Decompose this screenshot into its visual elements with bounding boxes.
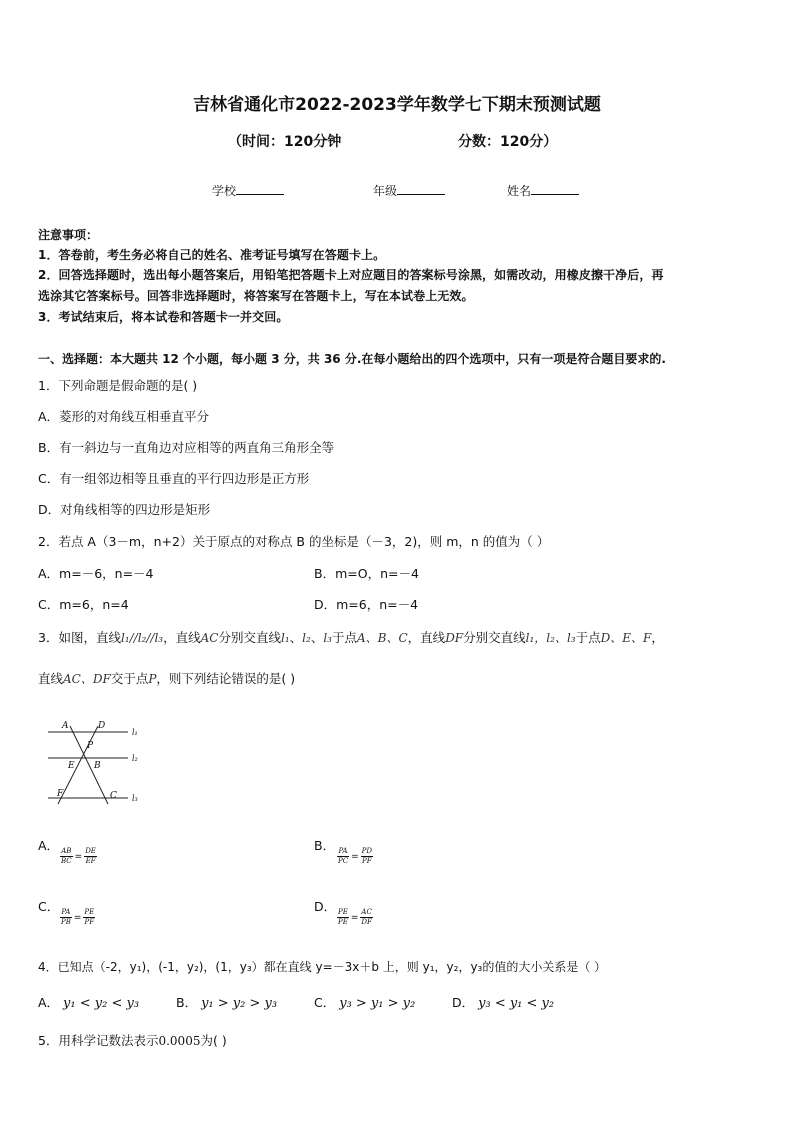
q4-option-a: A． y₁ < y₂ < y₃ bbox=[38, 995, 140, 1011]
label-b: B bbox=[94, 761, 101, 771]
line-df bbox=[58, 726, 98, 804]
q3-math: AC bbox=[200, 631, 219, 645]
q3-text: 交于点 bbox=[110, 671, 149, 686]
school-label: 学校 bbox=[212, 184, 237, 198]
q3-option-b-expr: $\frac{PA}{PC}$ = $\frac{PD}{PF}$ bbox=[338, 847, 372, 865]
name-label: 姓名 bbox=[507, 184, 532, 198]
q3-text: 分别交直线 bbox=[218, 630, 281, 645]
q3-option-c-label: C． bbox=[38, 899, 60, 914]
note-item: 2．回答选择题时，选出每小题答案后，用铅笔把答题卡上对应题目的答案标号涂黑，如需改动，用橡皮擦干净后，再 bbox=[38, 268, 664, 282]
q3-math: DF bbox=[445, 631, 464, 645]
q3-math: P bbox=[148, 672, 157, 686]
fraction: $\frac{PE}{PF}$ bbox=[84, 908, 95, 926]
q3-option-a-label: A． bbox=[38, 838, 60, 853]
q3-text: 、 bbox=[310, 630, 324, 645]
label-a: A bbox=[62, 721, 69, 731]
q3-text: 于点 bbox=[575, 630, 601, 645]
q3-math: AC、DF bbox=[63, 672, 111, 686]
q3-math: A、B、C bbox=[357, 631, 408, 645]
q3-option-d-expr: $\frac{PE}{PE}$ = $\frac{AC}{DF}$ bbox=[338, 908, 372, 926]
q3-option-a-expr: $\frac{AB}{BC}$ = $\frac{DE}{EF}$ bbox=[61, 847, 96, 865]
grade-blank bbox=[397, 183, 445, 195]
line-ac bbox=[70, 726, 108, 804]
q3-option-b-label: B． bbox=[314, 838, 336, 853]
q3-text: 直线 bbox=[38, 671, 64, 686]
q4-option-d: D． y₃ < y₁ < y₂ bbox=[452, 995, 555, 1011]
q3-math: l₃ bbox=[323, 631, 332, 645]
q3-text: ，则下列结论错误的是( ) bbox=[156, 671, 296, 686]
label-e: E bbox=[68, 761, 75, 771]
name-field bbox=[507, 182, 579, 199]
q3-stem-line2 bbox=[38, 669, 295, 687]
q3-math: l₁ bbox=[280, 631, 290, 645]
q4-stem: 4．已知点（-2，y₁)，(-1，y₂)，(1，y₃）都在直线 y=－3x＋b 上，则 y₁，y₂，y₃的值的大小关系是（ ） bbox=[38, 960, 607, 974]
q3-option-c-expr: $\frac{PA}{PB}$ = $\frac{PE}{PF}$ bbox=[61, 908, 95, 926]
label-p: P bbox=[87, 741, 94, 751]
fraction: $\frac{DE}{EF}$ bbox=[85, 847, 96, 865]
q1-option-c: C．有一组邻边相等且垂直的平行四边形是正方形 bbox=[38, 471, 310, 486]
note-item: 3．考试结束后，将本试卷和答题卡一并交回。 bbox=[38, 310, 289, 324]
q1-option-b: B．有一斜边与一直角边对应相等的两直角三角形全等 bbox=[38, 440, 335, 455]
q5-stem: 5．用科学记数法表示0.0005为( ) bbox=[38, 1033, 227, 1048]
label-c: C bbox=[110, 791, 117, 801]
label-l1: l₁ bbox=[132, 728, 138, 737]
q3-text: 分别交直线 bbox=[463, 630, 526, 645]
notes-heading: 注意事项： bbox=[38, 228, 99, 242]
note-item: 1．答卷前，考生务必将自己的姓名、准考证号填写在答题卡上。 bbox=[38, 248, 386, 262]
q3-text: ，直线 bbox=[407, 630, 446, 645]
q3-math: l₂ bbox=[302, 631, 311, 645]
fraction: $\frac{AB}{BC}$ bbox=[61, 847, 72, 865]
q4-option-b: B． y₁ > y₂ > y₃ bbox=[176, 995, 278, 1011]
q3-parallel-lines-figure bbox=[48, 712, 148, 812]
q5-number: 0.0005 bbox=[158, 1034, 201, 1048]
school-blank bbox=[236, 183, 284, 195]
label-f: F bbox=[57, 789, 64, 799]
note-item: 选涂其它答案标号。回答非选择题时，将答案写在答题卡上，写在本试卷上无效。 bbox=[38, 289, 474, 303]
q1-option-a: A．菱形的对角线互相垂直平分 bbox=[38, 409, 210, 424]
q2-option-a: A．m=－6，n=－4 bbox=[38, 566, 154, 581]
label-l3: l₃ bbox=[132, 794, 138, 803]
section-heading: 一、选择题：本大题共 12 个小题，每小题 3 分，共 36 分.在每小题给出的四个选项中，只有一项是符合题目要求的. bbox=[38, 352, 666, 366]
name-blank bbox=[531, 183, 579, 195]
grade-label: 年级 bbox=[373, 184, 398, 198]
q2-option-b: B．m=O，n=－4 bbox=[314, 566, 419, 581]
fraction: $\frac{PD}{PF}$ bbox=[361, 847, 372, 865]
q3-math: l₁，l₂、l₃ bbox=[525, 631, 576, 645]
page-title: 吉林省通化市2022-2023学年数学七下期末预测试题 bbox=[193, 95, 601, 115]
q3-text: 3．如图，直线 bbox=[38, 630, 121, 645]
q3-stem-line1 bbox=[38, 628, 664, 646]
label-l2: l₂ bbox=[132, 754, 138, 763]
fraction: $\frac{PE}{PE}$ bbox=[338, 908, 348, 926]
q2-option-d: D．m=6，n=－4 bbox=[314, 597, 419, 612]
fraction: $\frac{AC}{DF}$ bbox=[361, 908, 372, 926]
q3-text: ， bbox=[651, 630, 664, 645]
q3-text: 于点 bbox=[331, 630, 357, 645]
q1-stem: 1．下列命题是假命题的是( ) bbox=[38, 378, 198, 393]
q3-text: ，直线 bbox=[163, 630, 201, 645]
q2-stem: 2．若点 A（3－m，n+2）关于原点的对称点 B 的坐标是（－3，2)，则 m，n 的值为（ ） bbox=[38, 534, 550, 549]
q4-option-c: C． y₃ > y₁ > y₂ bbox=[314, 995, 416, 1011]
exam-time: （时间：120分钟 bbox=[228, 134, 342, 150]
q3-math: l₁//l₂//l₃ bbox=[120, 631, 164, 645]
q3-option-d-label: D． bbox=[314, 899, 337, 914]
q2-option-c: C．m=6，n=4 bbox=[38, 597, 129, 612]
q1-option-d: D．对角线相等的四边形是矩形 bbox=[38, 502, 211, 517]
fraction: $\frac{PA}{PC}$ bbox=[338, 847, 349, 865]
q3-text: 、 bbox=[289, 630, 303, 645]
school-field bbox=[212, 182, 284, 199]
q3-math: D、E、F bbox=[600, 631, 652, 645]
exam-score: 分数：120分） bbox=[458, 134, 558, 150]
fraction: $\frac{PA}{PB}$ bbox=[61, 908, 71, 926]
label-d: D bbox=[98, 721, 106, 731]
grade-field bbox=[373, 182, 445, 199]
